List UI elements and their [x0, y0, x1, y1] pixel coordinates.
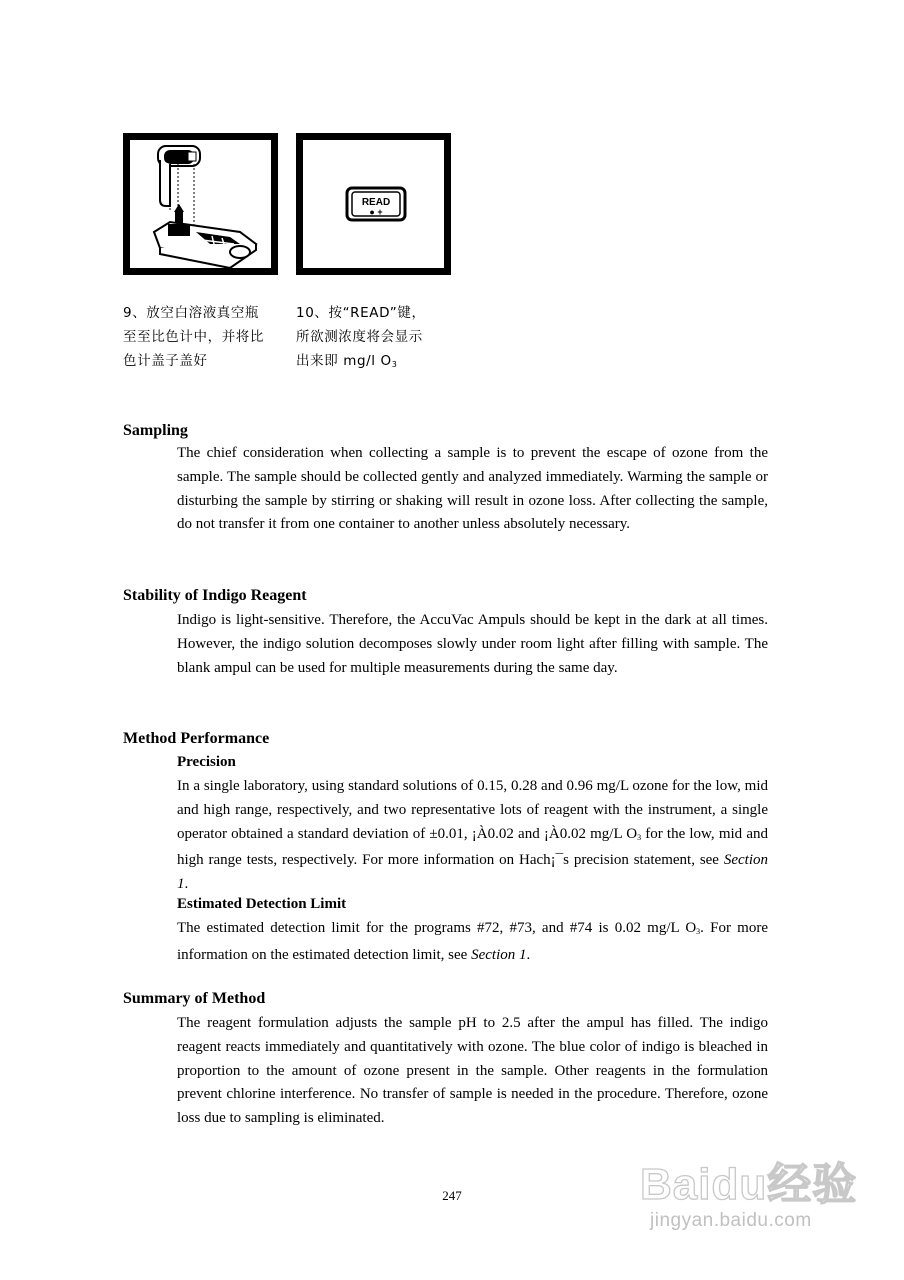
edl-end: . [526, 946, 531, 963]
step10-caption [296, 301, 456, 377]
stability-heading: Stability of Indigo Reagent [123, 587, 307, 604]
detection-limit-paragraph [177, 917, 768, 968]
read-button-label: READ [361, 197, 391, 208]
precision-paragraph [177, 775, 768, 897]
page-number: 247 [442, 1188, 462, 1203]
edl-text: The estimated detection limit for the programs #72, #73, and #74 is 0.02 mg/L O [177, 920, 697, 936]
precision-end: . [184, 876, 189, 893]
read-button-symbols: ● + [369, 207, 383, 217]
sampling-heading: Sampling [123, 422, 188, 439]
performance-heading: Method Performance [123, 730, 270, 747]
step10-caption-text: 10、按“READ”键， 所欲测浓度将会显示 出来即 mg/l O [296, 305, 426, 369]
step10-illustration [296, 133, 451, 275]
detection-limit-heading: Estimated Detection Limit [177, 896, 347, 912]
summary-heading: Summary of Method [123, 990, 266, 1007]
watermark-logo: Baidu经验 [640, 1160, 858, 1209]
stability-paragraph: Indigo is light-sensitive. Therefore, the AccuVac Ampuls should be kept in the dark at all times. However, the indigo solution decomposes slowly under room light after filling with sample. The blank ampul can be used for multiple measurements during the same day. [177, 612, 768, 676]
edl-text-2: . For more information on the estimated detection limit, see [177, 920, 768, 963]
precision-text-2: for the low, mid and high range tests, respectively. For more information on Hach¡¯s precision statement, see [177, 825, 768, 869]
edl-section-ref: Section 1 [471, 946, 527, 963]
step9-illustration [123, 133, 278, 275]
precision-heading: Precision [177, 754, 236, 770]
colorimeter-icon [130, 140, 271, 268]
precision-subscript: 3 [637, 832, 642, 842]
step10-caption-subscript: 3 [391, 360, 398, 369]
summary-paragraph: The reagent formulation adjusts the sample pH to 2.5 after the ampul has filled. The indigo reagent reacts immediately and quantitatively with ozone. The blue color of indigo is bleached in proportion to the amount of ozone present in the sample. Other reagents in the formulation prevent chlorine interference. No transfer of sample is needed in the procedure. Therefore, ozone loss due to sampling is eliminated. [177, 1015, 768, 1127]
read-button-icon [303, 140, 444, 268]
precision-section-ref: Section 1 [177, 852, 768, 893]
sampling-paragraph: The chief consideration when collecting a sample is to prevent the escape of ozone from the sample. The sample should be collected gently and analyzed immediately. Warming the sample or disturbing the sample by stirring or shaking will result in ozone loss. After collecting the sample, do not transfer it from one container to another unless absolutely necessary. [177, 445, 768, 533]
watermark-url: jingyan.baidu.com [650, 1210, 812, 1231]
precision-text: In a single laboratory, using standard solutions of 0.15, 0.28 and 0.96 mg/L ozone for the low, mid and high range, respectively, and two representative lots of reagent with the instrument, a single operator obtained a standard deviation of ±0.01, ¡À0.02 and ¡À0.02 mg/L O [177, 778, 768, 842]
edl-subscript: 3 [696, 927, 701, 936]
step9-caption: 9、放空白溶液真空瓶 至至比色计中，并将比 色计盖子盖好 [123, 305, 264, 369]
